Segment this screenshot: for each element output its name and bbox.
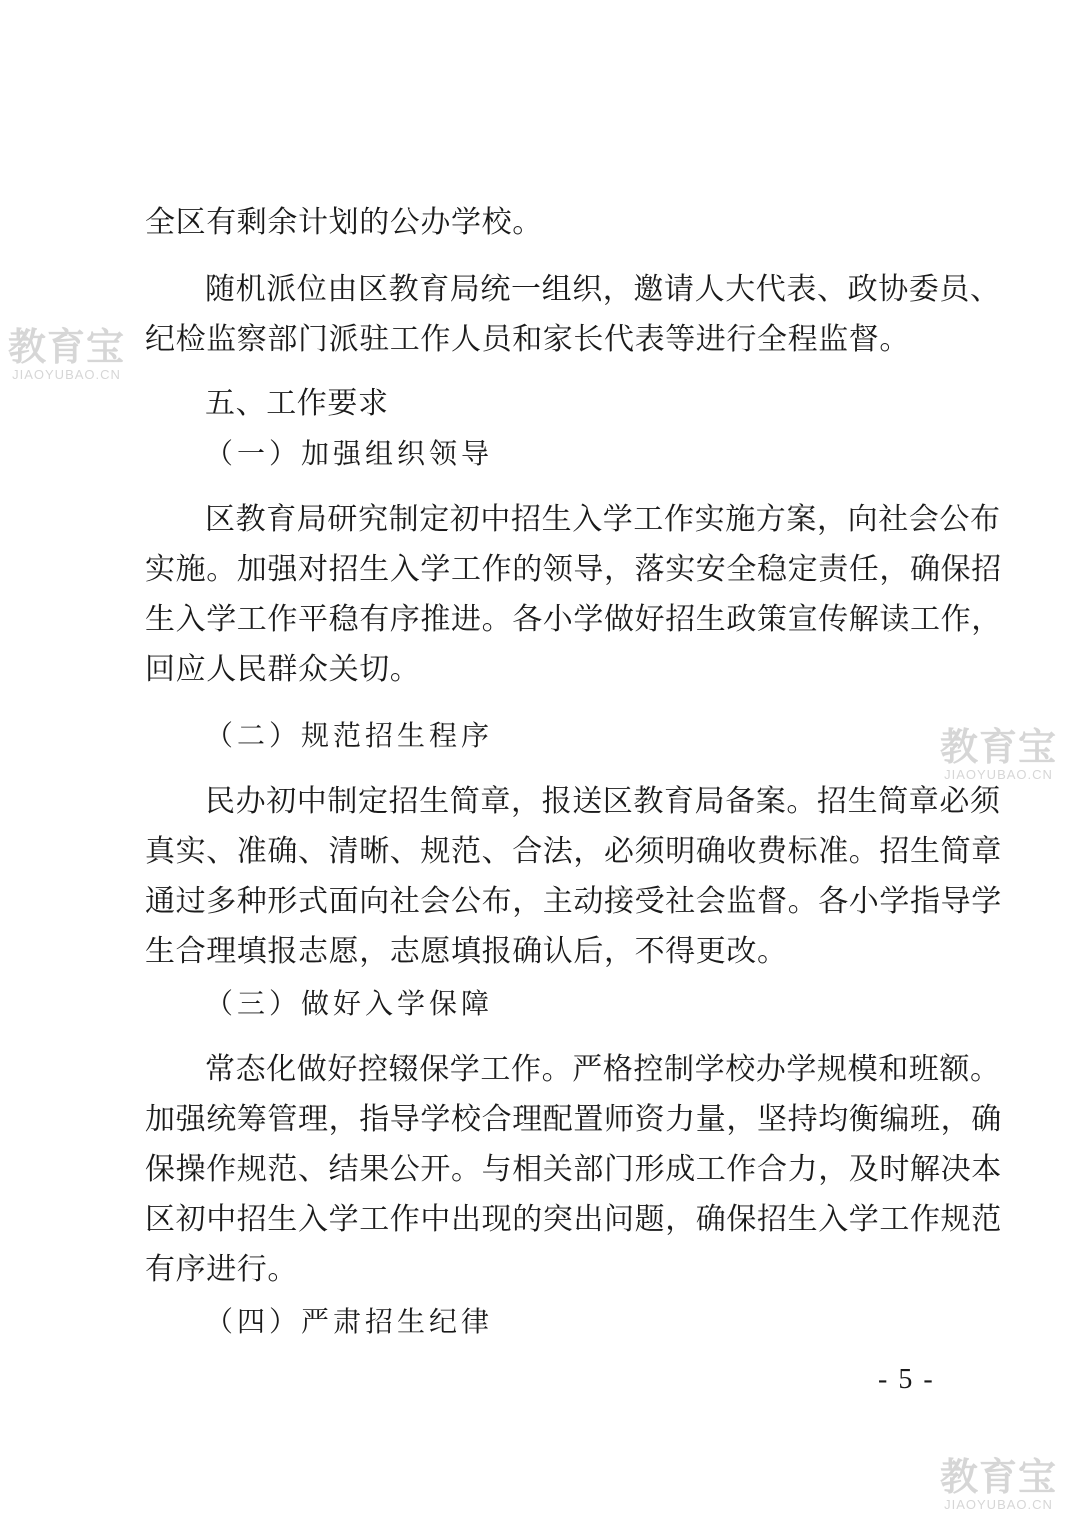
- watermark-logo: 教育宝: [940, 725, 1058, 769]
- subsection-heading: （三）做好入学保障: [205, 987, 494, 1020]
- watermark-left: [8, 325, 126, 382]
- paragraph-line: 实施。加强对招生入学工作的领导，落实安全稳定责任，确保招: [145, 552, 1002, 587]
- watermark-url: JIAOYUBAO.CN: [12, 367, 121, 382]
- paragraph-line: 区教育局研究制定初中招生入学工作实施方案，向社会公布: [205, 502, 1001, 537]
- watermark-right-bottom: [940, 1455, 1058, 1512]
- paragraph-line: 生合理填报志愿，志愿填报确认后，不得更改。: [145, 934, 788, 969]
- page-number: - 5 -: [878, 1364, 935, 1395]
- paragraph-line: 随机派位由区教育局统一组织，邀请人大代表、政协委员、: [205, 272, 1001, 307]
- paragraph-line: 常态化做好控辍保学工作。严格控制学校办学规模和班额。: [205, 1052, 1001, 1087]
- subsection-heading: （四）严肃招生纪律: [205, 1305, 494, 1338]
- paragraph-line: 真实、准确、清晰、规范、合法，必须明确收费标准。招生简章: [145, 834, 1002, 869]
- paragraph-line: 回应人民群众关切。: [145, 652, 421, 687]
- paragraph-line: 有序进行。: [145, 1252, 298, 1287]
- subsection-heading: （二）规范招生程序: [205, 719, 494, 752]
- watermark-url: JIAOYUBAO.CN: [944, 767, 1053, 782]
- watermark-url: JIAOYUBAO.CN: [944, 1497, 1053, 1512]
- watermark-right-middle: [940, 725, 1058, 782]
- paragraph-line: 加强统筹管理，指导学校合理配置师资力量，坚持均衡编班，确: [145, 1102, 1002, 1137]
- watermark-logo: 教育宝: [940, 1455, 1058, 1499]
- section-heading: 五、工作要求: [205, 386, 389, 421]
- subsection-heading: （一）加强组织领导: [205, 437, 494, 470]
- watermark-logo: 教育宝: [8, 325, 126, 369]
- paragraph-line: 纪检监察部门派驻工作人员和家长代表等进行全程监督。: [145, 322, 910, 357]
- paragraph-line: 生入学工作平稳有序推进。各小学做好招生政策宣传解读工作，: [145, 602, 1002, 637]
- paragraph-line: 民办初中制定招生简章，报送区教育局备案。招生简章必须: [205, 784, 1001, 819]
- paragraph-line: 保操作规范、结果公开。与相关部门形成工作合力，及时解决本: [145, 1152, 1002, 1187]
- paragraph-line: 全区有剩余计划的公办学校。: [145, 205, 543, 240]
- paragraph-line: 通过多种形式面向社会公布，主动接受社会监督。各小学指导学: [145, 884, 1002, 919]
- paragraph-line: 区初中招生入学工作中出现的突出问题，确保招生入学工作规范: [145, 1202, 1002, 1237]
